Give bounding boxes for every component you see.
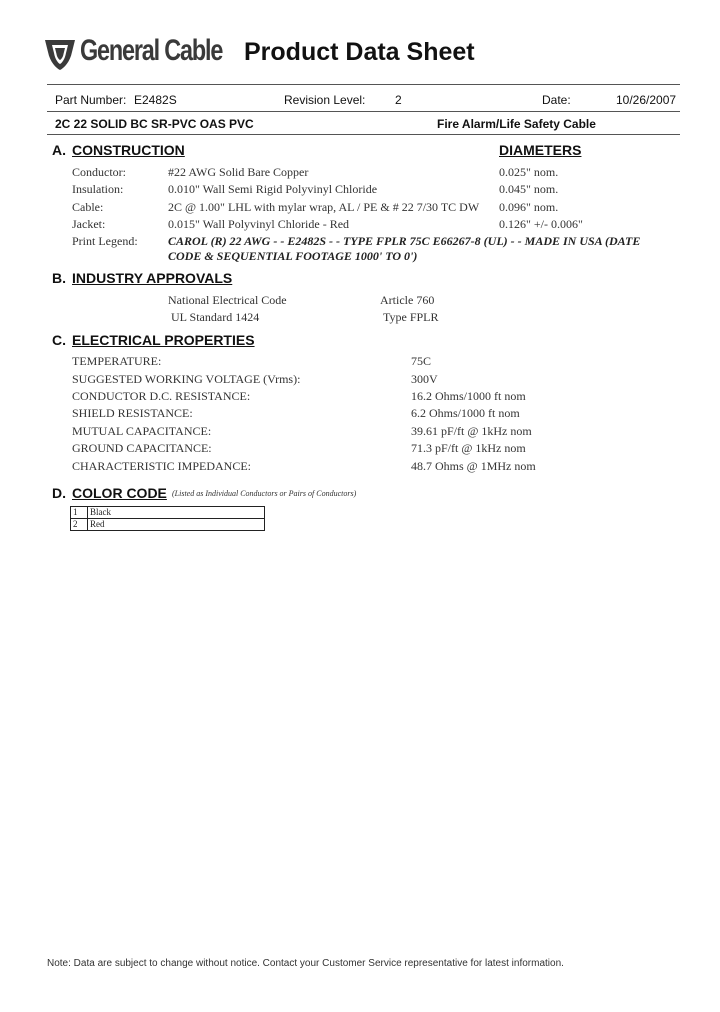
- print-legend-text: CAROL (R) 22 AWG - - E2482S - - TYPE FPLR 75C E66267-8 (UL) - - MADE IN USA (DATE CODE & SEQUENTIAL FOOTAGE 1000' TO 0'): [168, 234, 641, 263]
- date-label: Date:: [542, 93, 571, 107]
- section-construction-title: CONSTRUCTION: [72, 142, 185, 158]
- conductor-number: 1: [71, 507, 88, 519]
- conductor-color: Black: [88, 507, 265, 519]
- general-cable-logo-icon: [42, 36, 78, 72]
- diameters-title: DIAMETERS: [499, 142, 582, 158]
- electrical-property-name: CONDUCTOR D.C. RESISTANCE:: [72, 389, 251, 403]
- construction-value: #22 AWG Solid Bare Copper: [168, 165, 309, 179]
- revision-label: Revision Level:: [284, 93, 366, 107]
- approval-standard: National Electrical Code: [168, 293, 287, 307]
- header-divider-top: [47, 84, 680, 85]
- approval-rating: Type FPLR: [383, 310, 439, 324]
- electrical-property-value: 300V: [411, 372, 438, 386]
- header-divider-mid: [47, 111, 680, 112]
- electrical-property-value: 6.2 Ohms/1000 ft nom: [411, 406, 520, 420]
- revision-value: 2: [395, 93, 402, 107]
- page-title: Product Data Sheet: [244, 38, 475, 66]
- construction-diameter: 0.126" +/- 0.006": [499, 217, 583, 231]
- construction-diameter: 0.025" nom.: [499, 165, 559, 179]
- construction-value: 0.010" Wall Semi Rigid Polyvinyl Chloride: [168, 182, 378, 196]
- section-a-letter: A.: [52, 142, 66, 158]
- color-code-note: (Listed as Individual Conductors or Pairs of Conductors): [172, 489, 357, 498]
- part-number-label: Part Number:: [55, 93, 127, 107]
- section-approvals-title: INDUSTRY APPROVALS: [72, 270, 233, 286]
- construction-label: Jacket:: [72, 217, 106, 231]
- electrical-property-value: 71.3 pF/ft @ 1kHz nom: [411, 441, 526, 455]
- part-number-value: E2482S: [134, 93, 177, 107]
- color-code-table: [70, 506, 265, 531]
- electrical-property-value: 16.2 Ohms/1000 ft nom: [411, 389, 526, 403]
- construction-label: Cable:: [72, 200, 104, 214]
- section-color-code-title: COLOR CODE: [72, 485, 167, 501]
- construction-label: Conductor:: [72, 165, 126, 179]
- electrical-property-name: CHARACTERISTIC IMPEDANCE:: [72, 459, 252, 473]
- construction-label: Insulation:: [72, 182, 124, 196]
- electrical-property-value: 75C: [411, 354, 432, 368]
- table-row: [71, 507, 265, 519]
- approval-rating: Article 760: [380, 293, 435, 307]
- footnote: Note: Data are subject to change without notice. Contact your Customer Service representative for latest information.: [47, 958, 564, 969]
- section-b-letter: B.: [52, 270, 66, 286]
- electrical-property-value: 48.7 Ohms @ 1MHz nom: [411, 459, 536, 473]
- electrical-property-name: TEMPERATURE:: [72, 354, 162, 368]
- product-category: Fire Alarm/Life Safety Cable: [437, 117, 596, 131]
- date-value: 10/26/2007: [616, 93, 677, 107]
- conductor-color: Red: [88, 519, 265, 531]
- conductor-number: 2: [71, 519, 88, 531]
- table-row: [71, 519, 265, 531]
- header-divider-bottom: [47, 134, 680, 135]
- print-legend-label: Print Legend:: [72, 234, 138, 248]
- section-c-letter: C.: [52, 332, 66, 348]
- electrical-property-name: MUTUAL CAPACITANCE:: [72, 424, 212, 438]
- product-name: 2C 22 SOLID BC SR-PVC OAS PVC: [55, 117, 254, 131]
- section-d-letter: D.: [52, 485, 66, 501]
- construction-diameter: 0.096" nom.: [499, 200, 559, 214]
- electrical-property-value: 39.61 pF/ft @ 1kHz nom: [411, 424, 532, 438]
- brand-name: General Cable: [80, 34, 223, 67]
- construction-diameter: 0.045" nom.: [499, 182, 559, 196]
- electrical-property-name: SHIELD RESISTANCE:: [72, 406, 193, 420]
- approval-standard: UL Standard 1424: [171, 310, 260, 324]
- construction-value: 2C @ 1.00" LHL with mylar wrap, AL / PE & # 22 7/30 TC DW: [168, 200, 480, 214]
- section-electrical-title: ELECTRICAL PROPERTIES: [72, 332, 255, 348]
- construction-value: 0.015" Wall Polyvinyl Chloride - Red: [168, 217, 350, 231]
- electrical-property-name: GROUND CAPACITANCE:: [72, 441, 212, 455]
- electrical-property-name: SUGGESTED WORKING VOLTAGE (Vrms):: [72, 372, 301, 386]
